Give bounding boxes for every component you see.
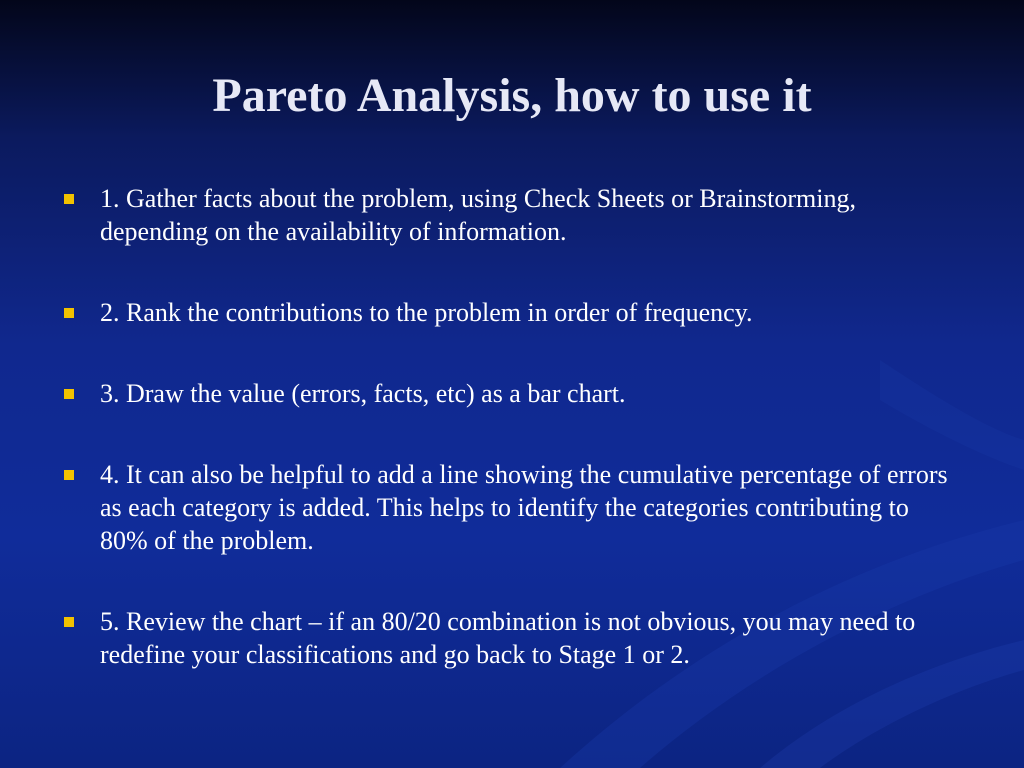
bullet-text: 3. Draw the value (errors, facts, etc) as a bar chart. [100,379,626,408]
bullet-item [60,296,960,329]
bullet-text: 2. Rank the contributions to the problem in order of frequency. [100,298,753,327]
square-bullet-icon [64,308,74,318]
bullet-item [60,458,960,557]
bullet-text: 4. It can also be helpful to add a line showing the cumulative percentage of errors as each category is added. This helps to identify the categories contributing to 80% of the problem. [100,460,948,555]
square-bullet-icon [64,617,74,627]
square-bullet-icon [64,389,74,399]
bullet-list [60,182,960,719]
square-bullet-icon [64,470,74,480]
bullet-item [60,377,960,410]
bullet-text: 5. Review the chart – if an 80/20 combination is not obvious, you may need to redefine your classifications and go back to Stage 1 or 2. [100,607,916,669]
bullet-item [60,605,960,671]
slide-title: Pareto Analysis, how to use it [212,69,812,122]
bullet-item [60,182,960,248]
square-bullet-icon [64,194,74,204]
bullet-text: 1. Gather facts about the problem, using Check Sheets or Brainstorming, depending on the availability of information. [100,184,857,246]
